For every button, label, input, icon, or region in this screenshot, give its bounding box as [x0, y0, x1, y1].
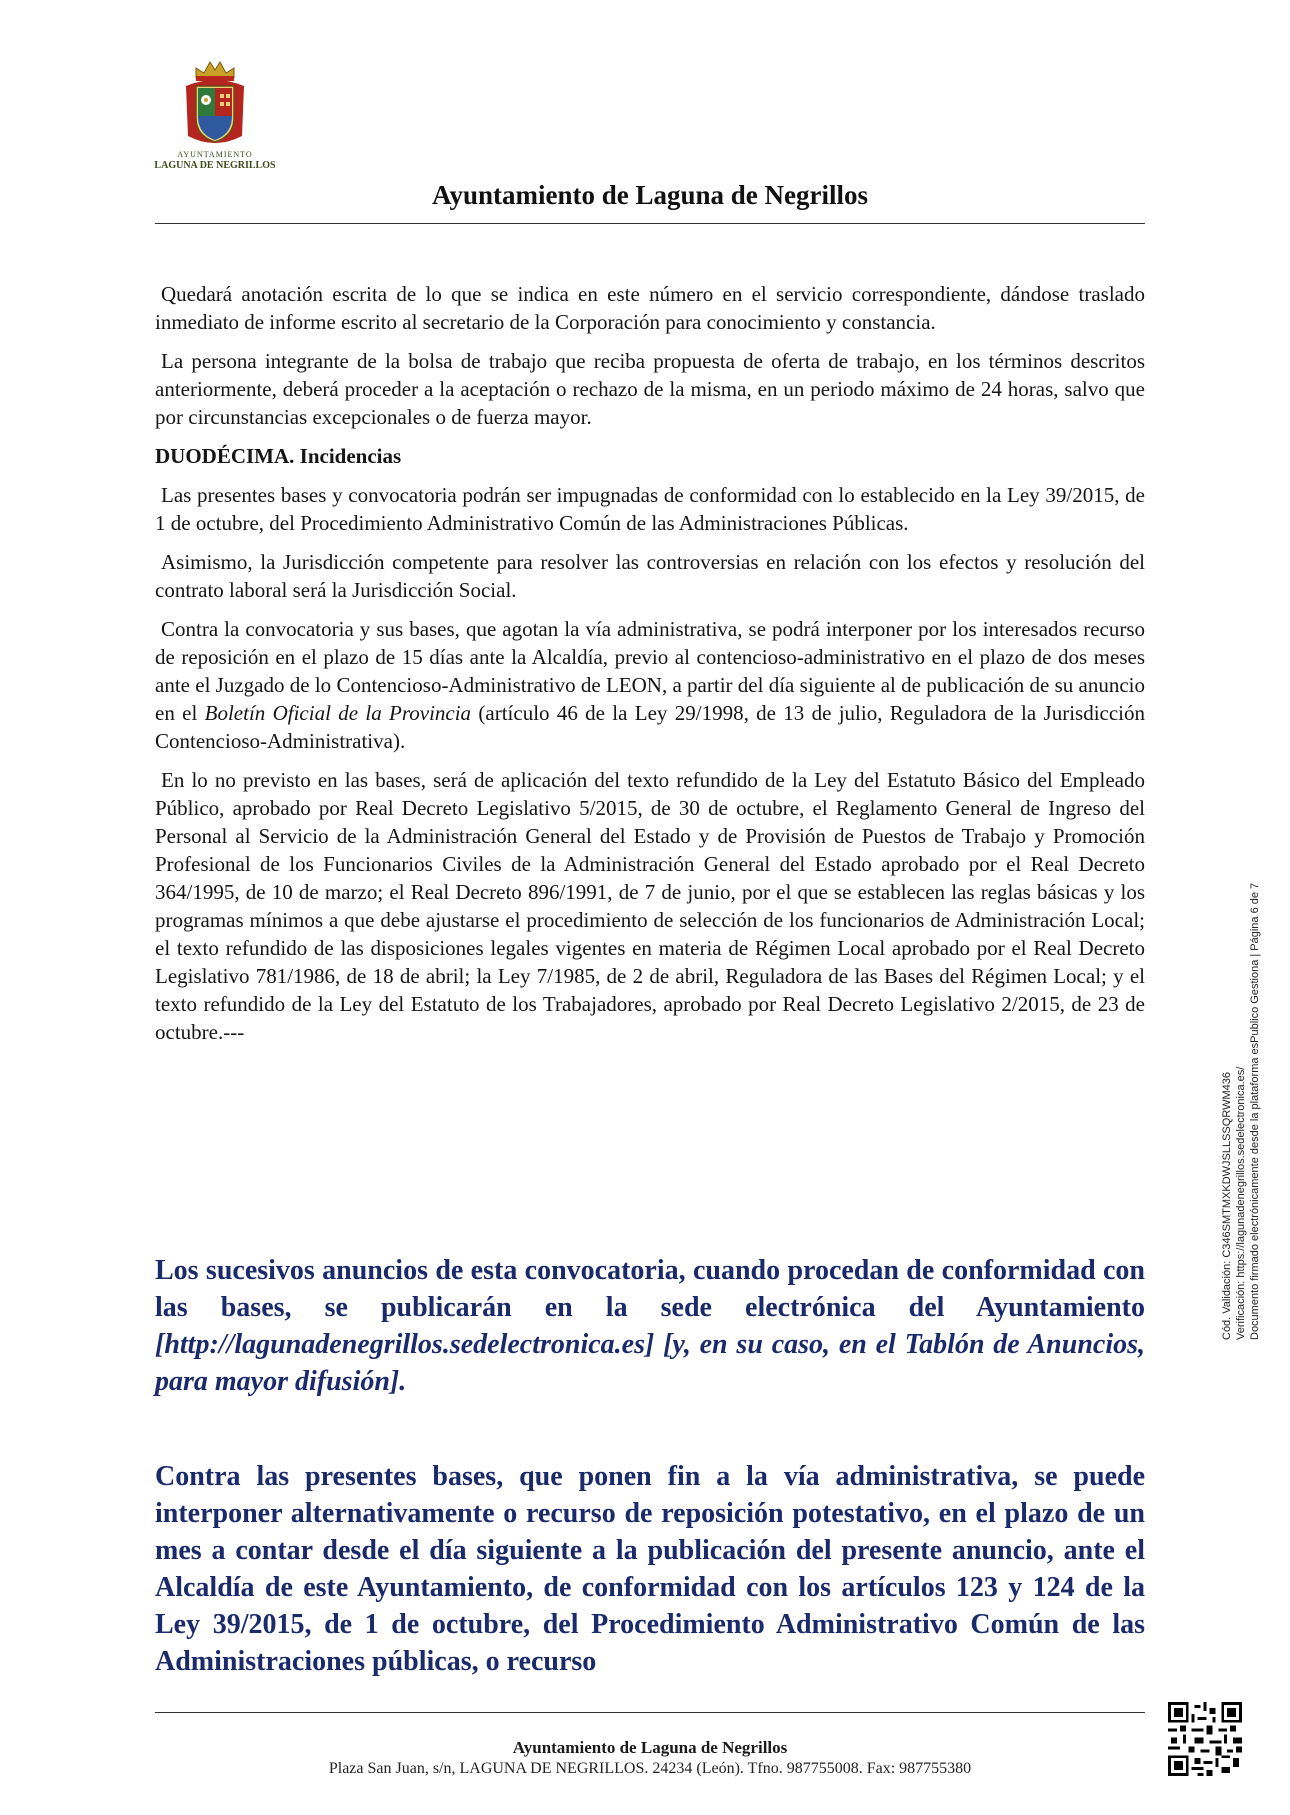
page-header-title: Ayuntamiento de Laguna de Negrillos — [431, 180, 869, 210]
paragraph-normativa-aplicable: En lo no previsto en las bases, será de aplicación del texto refundido de la Ley del Estatuto Básico del Empleado Público, aprobado por Real Decreto Legislativo 5/2015, de 30 de octubre, el Reglamento General de Ingreso del Personal al Servicio de la Administración General del Estado y de Provisión de Puestos de Trabajo y Promoción Profesional de los Funcionarios Civiles de la Administración General del Estado aprobado por el Real Decreto 364/1995, de 10 de marzo; el Real Decreto 896/1991, de 7 de junio, por el que se establecen las reglas básicas y los programas mínimos a que debe ajustarse el procedimiento de selección de los funcionarios de Administración Local; el texto refundido de las disposiciones legales vigentes en materia de Régimen Local aprobado por el Real Decreto Legislativo 781/1986, de 18 de abril; la Ley 7/1985, de 2 de abril, Reguladora de las Bases del Régimen Local; y el texto refundido de la Ley del Estatuto de los Trabajadores, aprobado por Real Decreto Legislativo 2/2015, de 23 de octubre.--- — [155, 768, 1145, 1044]
footer-divider — [155, 1712, 1145, 1713]
paragraph-bolsa-trabajo: La persona integrante de la bolsa de trabajo que reciba propuesta de oferta de trabajo, en los términos descritos anteriormente, deberá proceder a la aceptación o rechazo de la misma, en un periodo máximo de 24 horas, salvo que por circunstancias excepcionales o de fuerza mayor. — [155, 349, 1145, 429]
municipal-coat-of-arms-logo — [150, 56, 280, 176]
paragraph-jurisdiccion: Asimismo, la Jurisdicción competente para resolver las controversias en relación con los efectos y resolución del contrato laboral será la Jurisdicción Social. — [155, 550, 1145, 602]
paragraph-impugnacion: Las presentes bases y convocatoria podrán ser impugnadas de conformidad con lo establecido en la Ley 39/2015, de 1 de octubre, del Procedimiento Administrativo Común de las Administraciones Públicas. — [155, 483, 1145, 535]
boletin-oficial-italic: Boletín Oficial de la Provincia — [204, 701, 472, 725]
paragraph-recurso-text-b: (artículo 46 de la Ley 29/1998, de 13 de julio, Reguladora de la Jurisdicción Contencioso-Administrativa). — [155, 701, 1146, 753]
notice-sede-electronica — [155, 1252, 1145, 1400]
notice-recurso-bases: Contra las presentes bases, que ponen fin a la vía administrativa, se puede interponer alternativamente o recurso de reposición potestativo, en el plazo de un mes a contar desde el día siguiente a la publicación del presente anuncio, ante el Alcaldía de este Ayuntamiento, de conformidad con los artículos 123 y 124 de la Ley 39/2015, de 1 de octubre, del Procedimiento Administrativo Común de las Administraciones públicas, o recurso — [155, 1461, 1145, 1677]
paragraph-recurso-reposicion — [155, 615, 1145, 755]
validation-code: Cód. Validación: C346SMTMXKDWJSLLSSQRWM436 — [1221, 1072, 1233, 1340]
electronic-signature-stamp — [1220, 820, 1280, 1340]
logo-caption-line1: AYUNTAMIENTO — [177, 150, 253, 159]
qr-code-icon — [1168, 1702, 1242, 1776]
section-heading-duodecima: DUODÉCIMA. Incidencias — [155, 444, 402, 468]
logo-caption-line2: LAGUNA DE NEGRILLOS — [154, 160, 276, 171]
notice-1-text: Los sucesivos anuncios de esta convocatoria, cuando procedan de conformidad con las bases, se publicarán en la sede electrónica del Ayuntamiento — [155, 1255, 1145, 1323]
document-body — [155, 280, 1145, 1057]
coat-of-arms-icon — [182, 56, 248, 148]
signature-platform-note: Documento firmado electrónicamente desde la plataforma esPublico Gestiona | Página 6 de 7 — [1249, 882, 1261, 1340]
paragraph-recurso-text-a: Contra la convocatoria y sus bases, que agotan la vía administrativa, se podrá interponer por los interesados recurso de reposición en el plazo de 15 días ante la Alcaldía, previo al contencioso-administrativo en el plazo de dos meses ante el Juzgado de lo Contencioso-Administrativo de LEON, a partir del día siguiente al de publicación de su anuncio en el — [155, 617, 1145, 725]
footer-address: Plaza San Juan, s/n, LAGUNA DE NEGRILLOS. 24234 (León). Tfno. 987755008. Fax: 987755380 — [328, 1760, 972, 1777]
footer-title: Ayuntamiento de Laguna de Negrillos — [512, 1738, 788, 1757]
header-divider — [155, 223, 1145, 224]
paragraph-anotacion: Quedará anotación escrita de lo que se indica en este número en el servicio correspondiente, dándose traslado inmediato de informe escrito al secretario de la Corporación para conocimiento y constancia. — [155, 282, 1145, 334]
notice-1-italic-url: [http://lagunadenegrillos.sedelectronica.es] [y, en su caso, en el Tablón de Anuncios, para mayor difusión]. — [155, 1329, 1145, 1397]
verification-url: Verificación: https://lagunadenegrillos.sedelectronica.es/ — [1235, 1066, 1247, 1340]
